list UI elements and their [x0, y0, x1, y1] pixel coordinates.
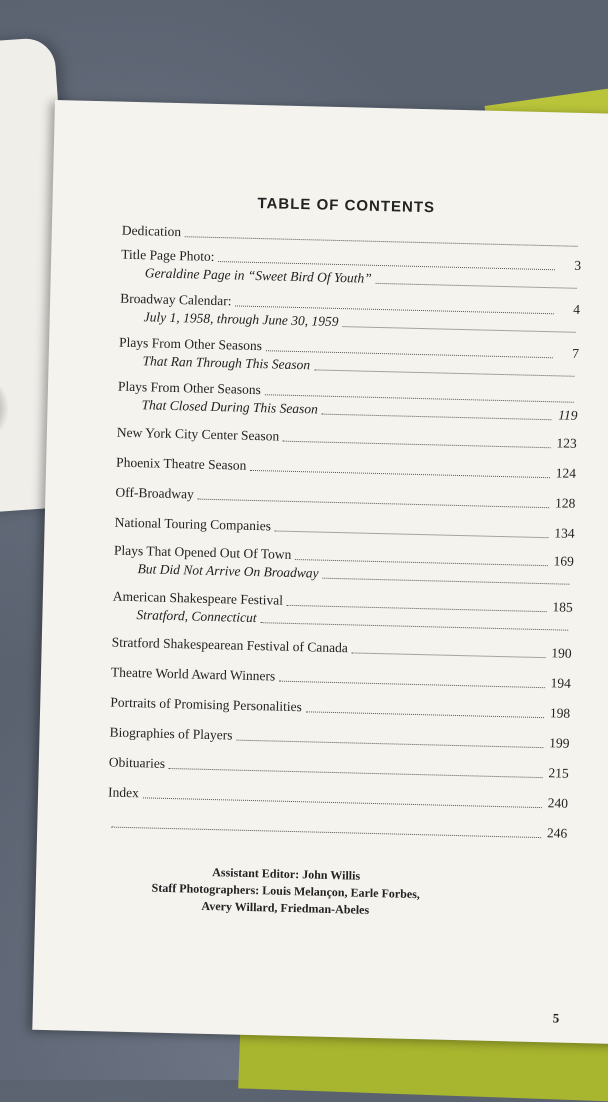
- entry-title: Broadway Calendar:: [119, 290, 232, 309]
- entry-subtitle: July 1, 1958, through June 30, 1959: [143, 309, 339, 329]
- staff-photographers-credit: Staff Photographers: Louis Melançon, Earle Forbes,: [151, 880, 421, 902]
- entry-title: Obituaries: [108, 754, 166, 771]
- entry-subtitle: That Closed During This Season: [141, 397, 318, 417]
- book-page: [32, 100, 608, 1044]
- entry-title: Off-Broadway: [115, 484, 195, 502]
- entry-title: Plays That Opened Out Of Town: [113, 542, 292, 562]
- leader-dots: [352, 651, 546, 658]
- entry-title: Index: [107, 784, 140, 801]
- entry-page: 4: [573, 301, 581, 317]
- entry-page: 190: [551, 645, 572, 661]
- entry-title: Stratford Shakespearean Festival of Canada: [111, 634, 349, 656]
- leader-dots: [185, 235, 578, 247]
- entry-title: Theatre World Award Winners: [110, 664, 276, 684]
- assistant-editor-credit: Assistant Editor: John Willis: [212, 865, 361, 883]
- toc-entry: [113, 542, 574, 589]
- toc-entry: [108, 784, 568, 813]
- entry-page: 7: [572, 345, 580, 361]
- leader-dots: [250, 469, 550, 478]
- entry-page: 194: [550, 675, 572, 691]
- entry-page: 169: [553, 553, 575, 569]
- leader-dots: [275, 530, 549, 539]
- entry-title: New York City Center Season: [116, 424, 280, 444]
- toc-entry: [110, 694, 570, 723]
- entry-page: 199: [549, 735, 570, 751]
- entry-title: National Touring Companies: [114, 514, 272, 534]
- entry-title: American Shakespeare Festival: [112, 588, 284, 608]
- leader-dots: [283, 440, 551, 449]
- leader-dots: [342, 325, 575, 333]
- entry-title: Biographies of Players: [109, 724, 233, 743]
- entry-page: 3: [574, 257, 582, 273]
- toc-entry: [109, 724, 569, 753]
- entry-page: 185: [552, 599, 573, 615]
- entry-title: Plays From Other Seasons: [117, 378, 262, 398]
- toc-title: TABLE OF CONTENTS: [257, 194, 436, 217]
- leader-dots: [236, 739, 543, 749]
- leader-dots: [314, 368, 574, 376]
- leader-dots: [306, 710, 544, 718]
- entry-page: 134: [554, 525, 575, 541]
- credits: [135, 862, 436, 920]
- entry-page: 246: [546, 825, 568, 841]
- toc-entry: [107, 813, 567, 842]
- entry-title: Portraits of Promising Personalities: [110, 694, 303, 715]
- toc-entry: [112, 588, 573, 635]
- toc-entry: [117, 378, 578, 425]
- leader-dots: [279, 680, 545, 688]
- leader-dots: [198, 498, 549, 509]
- leader-dots: [376, 282, 577, 289]
- entry-title: Title Page Photo:: [121, 246, 215, 264]
- toc-entry: [120, 290, 581, 337]
- toc-entry: [114, 514, 574, 543]
- entry-subtitle: But Did Not Arrive On Broadway: [137, 561, 319, 581]
- leader-dots: [322, 413, 552, 421]
- entry-page: 128: [554, 495, 576, 511]
- leader-dots: [111, 826, 541, 839]
- staff-photographers-credit-continued: Avery Willard, Friedman-Abeles: [201, 898, 370, 917]
- entry-page: 215: [548, 765, 569, 781]
- entry-subtitle: That Ran Through This Season: [142, 353, 311, 373]
- entry-title: Phoenix Theatre Season: [115, 454, 247, 473]
- leader-dots: [143, 796, 542, 808]
- entry-page: 119: [558, 407, 578, 423]
- entry-page: 240: [547, 795, 569, 811]
- leader-dots: [323, 577, 570, 585]
- toc-entry: [109, 754, 569, 783]
- toc-entry: [111, 664, 571, 693]
- toc-entry: [115, 484, 575, 513]
- toc-entry: [117, 424, 577, 453]
- entry-subtitle: Stratford, Connecticut: [136, 607, 257, 626]
- entry-page: 123: [556, 435, 577, 451]
- entry-title: Dedication: [121, 222, 182, 240]
- leader-dots: [261, 621, 569, 631]
- entry-title: Plays From Other Seasons: [118, 334, 263, 354]
- entry-page: 198: [549, 705, 571, 721]
- page-number: 5: [552, 1010, 560, 1026]
- toc-entry: [116, 454, 576, 483]
- toc-entry: [118, 334, 579, 381]
- toc-list: [107, 222, 582, 843]
- toc-entry: [121, 246, 582, 293]
- entry-subtitle: Geraldine Page in “Sweet Bird Of Youth”: [144, 265, 372, 286]
- ink-mark: [0, 371, 12, 444]
- toc-entry: [112, 634, 572, 663]
- entry-page: 124: [555, 465, 577, 481]
- leader-dots: [169, 767, 543, 778]
